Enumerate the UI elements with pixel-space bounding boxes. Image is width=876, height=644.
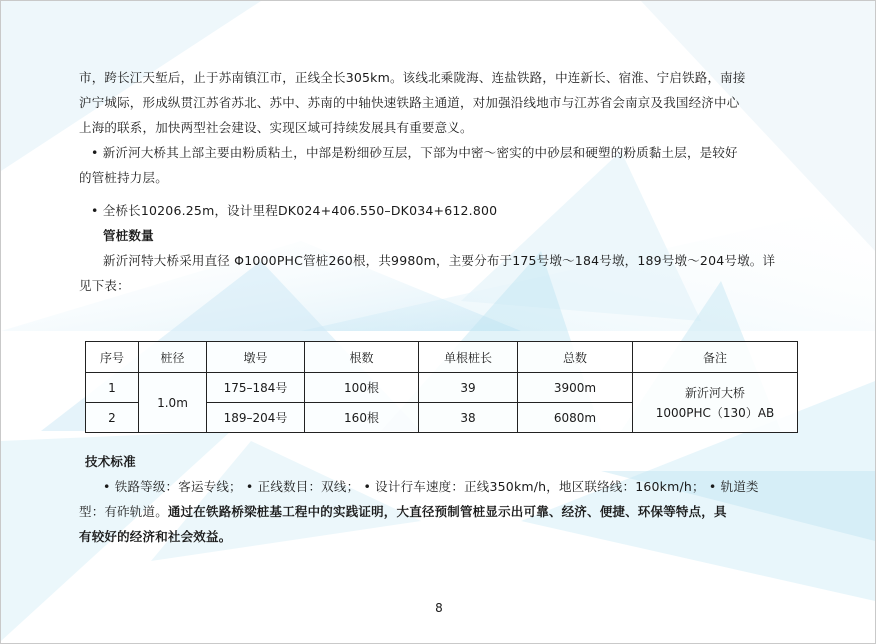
text-bold: 通过在铁路桥梁桩基工程中的实践证明，大直径预制管桩显示出可靠、经济、便捷、环保等特点，具 bbox=[167, 504, 727, 519]
paragraph-line: • 全桥长10206.25m，设计里程DK024+406.550–DK034+612.800 bbox=[91, 203, 498, 218]
paragraph-line: 新沂河特大桥采用直径 Φ1000PHC管桩260根，共9980m，主要分布于175号墩～184号墩，189号墩～204号墩。详 bbox=[103, 253, 776, 268]
paragraph-line: 市，跨长江天堑后，止于苏南镇江市，正线全长305km。该线北乘陇海、连盐铁路，中连新长、宿淮、宁启铁路，南接 bbox=[79, 70, 746, 85]
paragraph-line bbox=[79, 499, 799, 524]
table-cell: 1.0m bbox=[139, 373, 207, 433]
remark-cell bbox=[633, 373, 798, 433]
remark-line: 1000PHC（130）AB bbox=[655, 405, 775, 420]
text-normal: 型：有砟轨道。 bbox=[79, 504, 168, 519]
paragraph-line: 的管桩持力层。 bbox=[79, 170, 168, 185]
col-header: 桩径 bbox=[139, 342, 207, 373]
col-header: 序号 bbox=[86, 342, 139, 373]
table-cell: 3900m bbox=[518, 373, 633, 403]
tech-standards bbox=[79, 449, 799, 549]
paragraph-line: • 新沂河大桥其上部主要由粉质粘土，中部是粉细砂互层，下部为中密～密实的中砂层和硬塑的粉质黏土层，是较好 bbox=[91, 145, 738, 160]
table-cell: 2 bbox=[86, 403, 139, 433]
page-number: 8 bbox=[435, 601, 443, 615]
table-cell: 6080m bbox=[518, 403, 633, 433]
table-row bbox=[86, 373, 798, 403]
body-text bbox=[79, 65, 799, 298]
table-cell: 175–184号 bbox=[207, 373, 305, 403]
col-header: 总数 bbox=[518, 342, 633, 373]
table-cell: 100根 bbox=[305, 373, 419, 403]
paragraph-line: 沪宁城际，形成纵贯江苏省苏北、苏中、苏南的中轴快速铁路主通道，对加强沿线地市与江苏省会南京及我国经济中心 bbox=[79, 95, 740, 110]
table-cell: 38 bbox=[419, 403, 518, 433]
paragraph-line: 见下表： bbox=[79, 278, 130, 293]
pile-table bbox=[85, 341, 798, 433]
table-cell: 39 bbox=[419, 373, 518, 403]
table-cell: 160根 bbox=[305, 403, 419, 433]
section-heading-pile-quantity: 管桩数量 bbox=[103, 228, 154, 243]
paragraph-line: 上海的联系，加快两型社会建设、实现区域可持续发展具有重要意义。 bbox=[79, 120, 473, 135]
table-cell: 1 bbox=[86, 373, 139, 403]
paragraph-line: • 铁路等级：客运专线； • 正线数目：双线； • 设计行车速度：正线350km/h，地区联络线：160km/h； • 轨道类 bbox=[103, 479, 759, 494]
table-cell: 189–204号 bbox=[207, 403, 305, 433]
col-header: 备注 bbox=[633, 342, 798, 373]
col-header: 单根桩长 bbox=[419, 342, 518, 373]
col-header: 墩号 bbox=[207, 342, 305, 373]
section-heading-tech: 技术标准 bbox=[85, 454, 136, 469]
col-header: 根数 bbox=[305, 342, 419, 373]
paragraph-line: 有较好的经济和社会效益。 bbox=[79, 529, 232, 544]
remark-line: 新沂河大桥 bbox=[684, 385, 745, 400]
table-header-row bbox=[86, 342, 798, 373]
